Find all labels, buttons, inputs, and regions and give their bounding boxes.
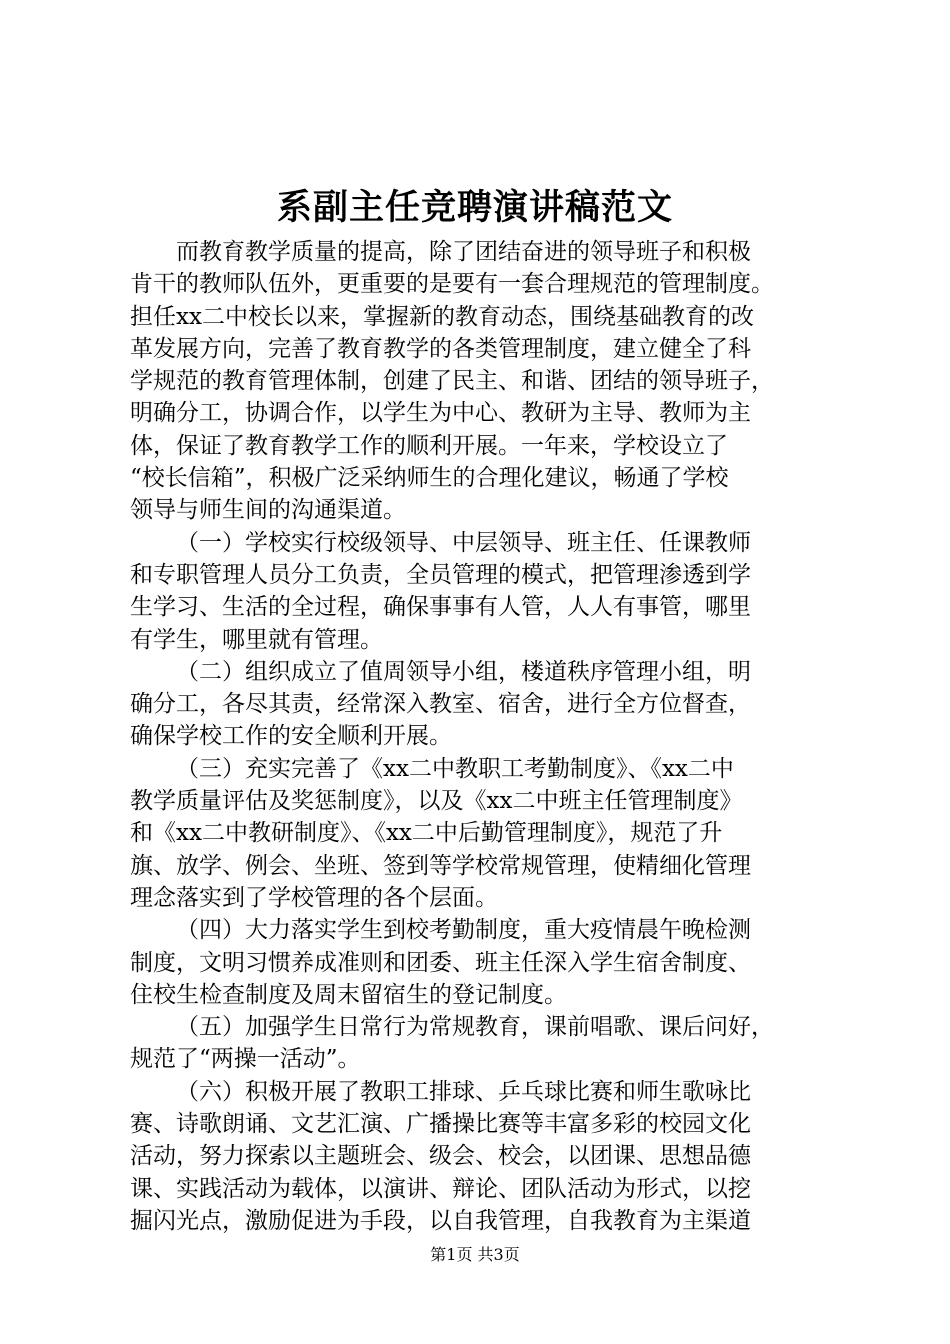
document-title: 系副主任竞聘演讲稿范文 [276,187,673,228]
paragraph-item-2: （二）组织成立了值周领导小组，楼道秩序管理小组，明 确分工，各尽其责，经常深入教室、宿舍，进行全方位督查， 确保学校工作的安全顺利开展。 [130,658,751,750]
paragraph-item-5: （五）加强学生日常行为常规教育，课前唱歌、课后问好， 规范了“两操一活动”。 [130,1014,774,1073]
paragraph-item-4: （四）大力落实学生到校考勤制度，重大疫情晨午晚检测 制度，文明习惯养成准则和团委、班主任深入学生宿舍制度、 住校生检查制度及周末留宿生的登记制度。 [130,917,751,1008]
paragraph-item-1: （一）学校实行校级领导、中层领导、班主任、任课教师 和专职管理人员分工负责，全员管理的模式，把管理渗透到学 生学习、生活的全过程，确保事事有人管，人人有事管，哪里 有学生，哪里就有管理。 [130,529,751,653]
paragraph-intro: 而教育教学质量的提高，除了团结奋进的领导班子和积极 肯干的教师队伍外，更重要的是要有一套合理规范的管理制度。 担任xx二中校长以来，掌握新的教育动态，围绕基础教育的改 革发展方向，完善了教育教学的各类管理制度，建立健全了科 学规范的教育管理体制，创建了民主、和谐、团结的领导班子， 明确分工，协调合作，以学生为中心、教研为主导、教师为主 体，保证了教育教学工作的顺利开展。一年来，学校设立了 “校长信箱”，积极广泛采纳师生的合理化建议，畅通了学校 领导与师生间的沟通渠道。 [130,239,774,524]
paragraph-item-6: （六）积极开展了教职工排球、乒乓球比赛和师生歌咏比 赛、诗歌朗诵、文艺汇演、广播操比赛等丰富多彩的校园文化 活动，努力探索以主题班会、级会、校会，以团课、思想品德 课、实践活动为载体，以演讲、辩论、团队活动为形式，以挖 掘闪光点，激励促进为手段，以自我管理，自我教育为主渠道 [130,1078,751,1234]
paragraph-item-3: （三）充实完善了《xx二中教职工考勤制度》、《xx二中 教学质量评估及奖惩制度》，以及《xx二中班主任管理制度》 和《xx二中教研制度》、《xx二中后勤管理制度》，规范了升 旗、放学、例会、坐班、签到等学校常规管理，使精细化管理 理念落实到了学校管理的各个层面。 [130,755,751,911]
page-number-footer: 第1页 共3页 [430,1245,520,1264]
document-body [130,236,835,1237]
